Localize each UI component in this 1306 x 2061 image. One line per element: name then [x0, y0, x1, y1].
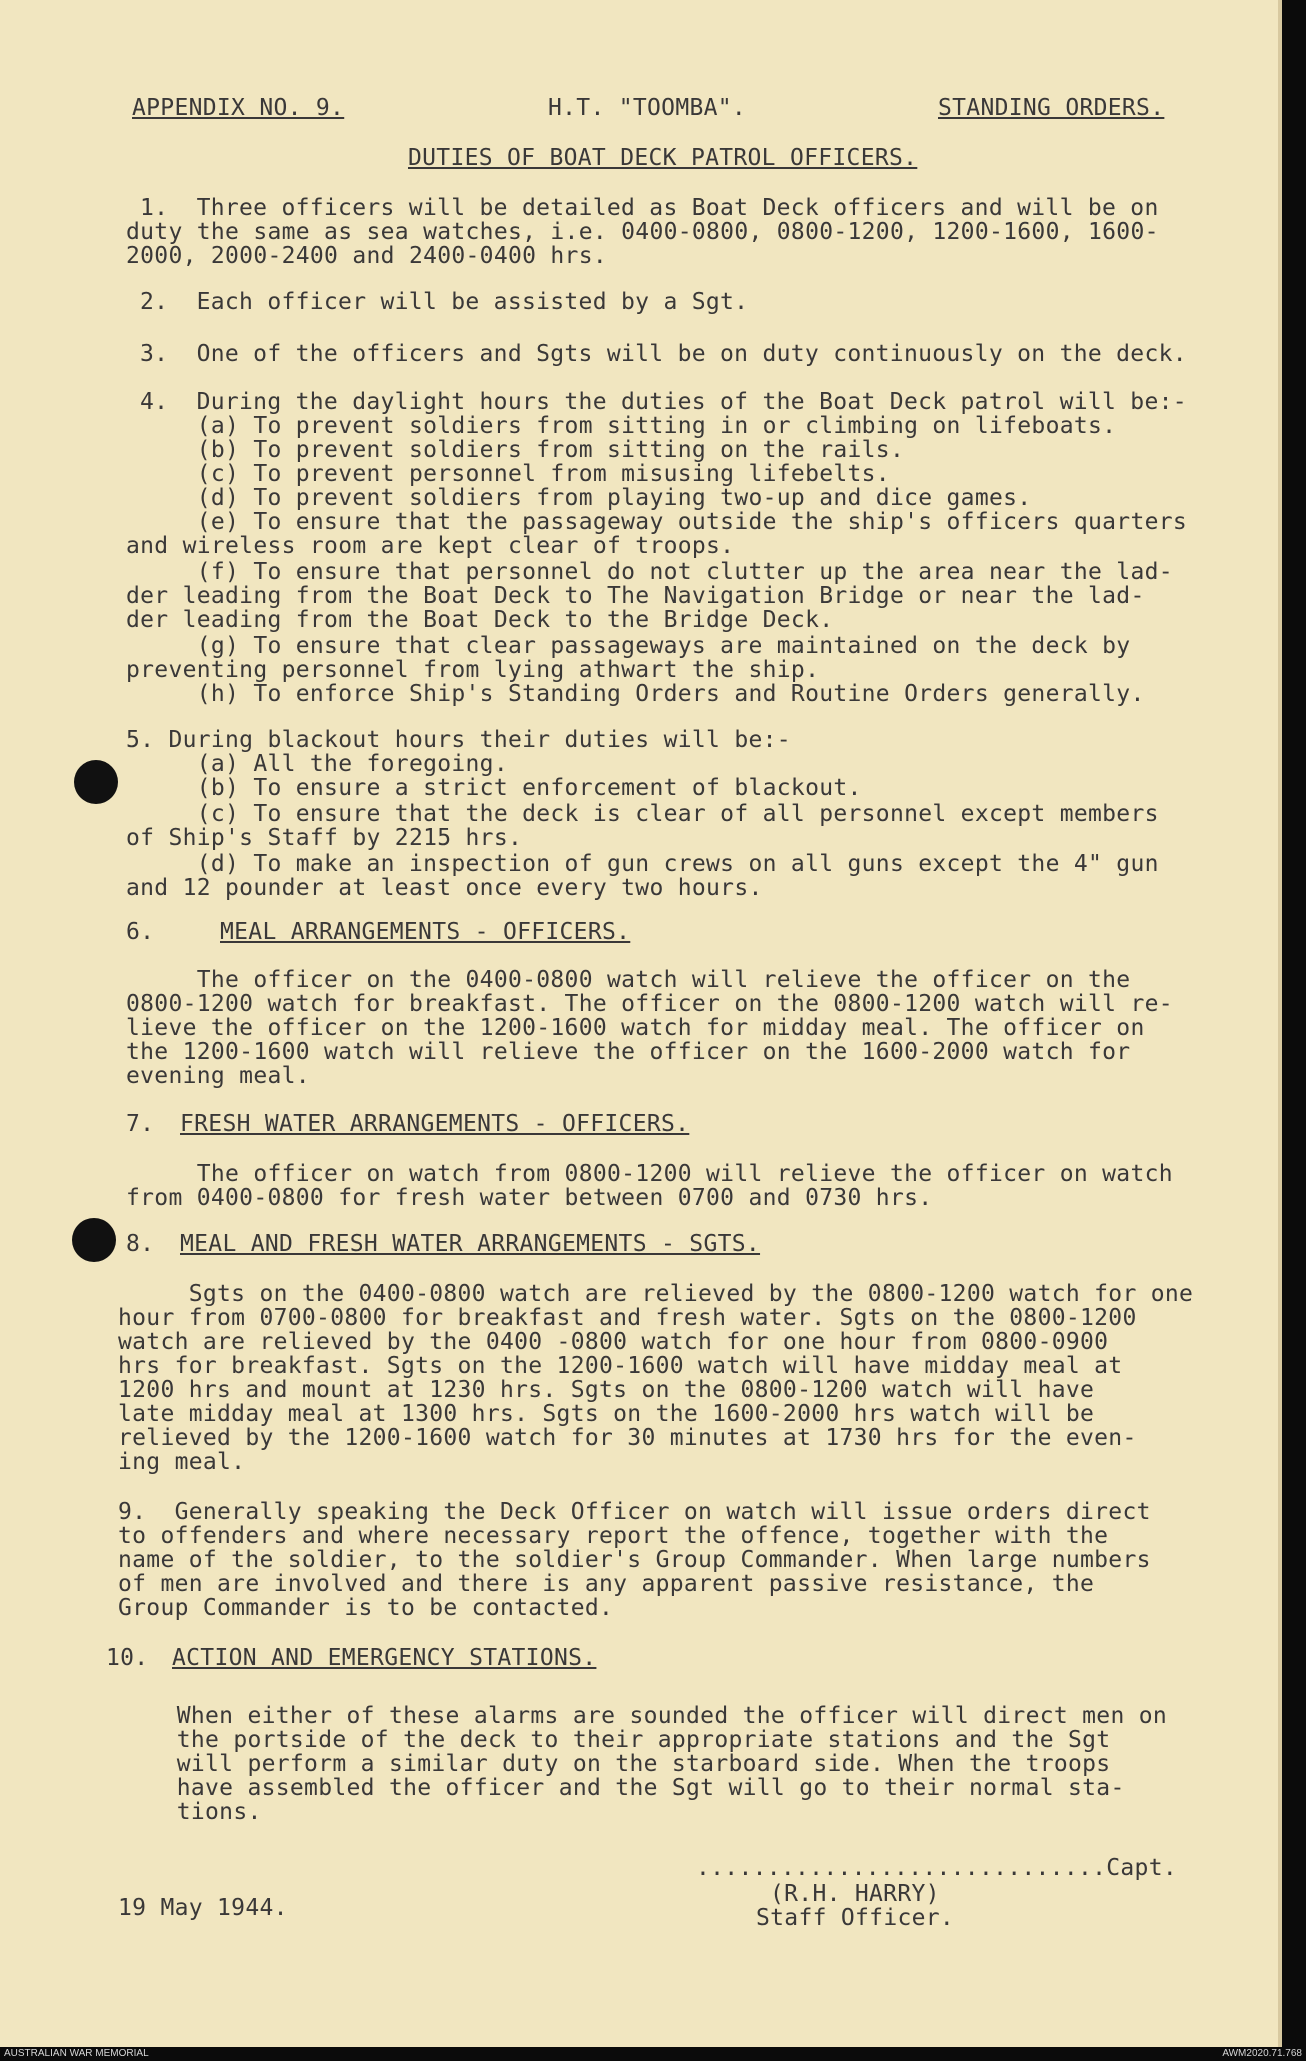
text-line: (a) To prevent soldiers from sitting in or climbing on lifeboats. — [126, 413, 1117, 439]
section-number: 10. — [106, 1645, 149, 1671]
document-title: DUTIES OF BOAT DECK PATROL OFFICERS. — [408, 145, 918, 171]
text-line: (a) All the foregoing. — [126, 751, 508, 777]
text-line: hour from 0700-0800 for breakfast and fresh water. Sgts on the 0800-1200 — [118, 1305, 1137, 1331]
text-line: 1. Three officers will be detailed as Boat Deck officers and will be on — [140, 195, 1159, 221]
text-line: have assembled the officer and the Sgt will go to their normal sta- — [106, 1775, 1125, 1801]
text-line: (c) To prevent personnel from misusing lifebelts. — [126, 461, 890, 487]
ship-name: H.T. "TOOMBA". — [548, 95, 747, 121]
text-line: ing meal. — [118, 1449, 246, 1475]
text-line: to offenders and where necessary report the offence, together with the — [118, 1523, 1109, 1549]
appendix-number: APPENDIX NO. 9. — [132, 95, 345, 121]
text-line: preventing personnel from lying athwart the ship. — [126, 657, 820, 683]
text-line: The officer on watch from 0800-1200 will relieve the officer on watch — [126, 1161, 1173, 1187]
text-line: the portside of the deck to their appropriate stations and the Sgt — [106, 1727, 1111, 1753]
signatory-name: (R.H. HARRY) — [770, 1881, 940, 1907]
section-heading: FRESH WATER ARRANGEMENTS - OFFICERS. — [180, 1111, 690, 1137]
text-line: 5. During blackout hours their duties will be:- — [126, 727, 791, 753]
text-line: name of the soldier, to the soldier's Group Commander. When large numbers — [118, 1547, 1151, 1573]
text-line: and 12 pounder at least once every two hours. — [126, 875, 763, 901]
section-number: 6. — [126, 919, 155, 945]
text-line: of men are involved and there is any apparent passive resistance, the — [118, 1571, 1095, 1597]
text-line: 3. One of the officers and Sgts will be on duty continuously on the deck. — [140, 341, 1187, 367]
text-line: (e) To ensure that the passageway outside the ship's officers quarters — [126, 509, 1188, 535]
text-line: duty the same as sea watches, i.e. 0400-0800, 0800-1200, 1200-1600, 1600- — [126, 219, 1159, 245]
text-line: 9. Generally speaking the Deck Officer on watch will issue orders direct — [118, 1499, 1151, 1525]
text-line: and wireless room are kept clear of troops. — [126, 533, 735, 559]
signatory-role: Staff Officer. — [756, 1905, 955, 1931]
text-line: The officer on the 0400-0800 watch will relieve the officer on the — [126, 967, 1131, 993]
text-line: (d) To make an inspection of gun crews on all guns except the 4" gun — [126, 851, 1159, 877]
text-line: 0800-1200 watch for breakfast. The officer on the 0800-1200 watch will re- — [126, 991, 1173, 1017]
text-line: (b) To prevent soldiers from sitting on the rails. — [126, 437, 905, 463]
text-line: of Ship's Staff by 2215 hrs. — [126, 825, 523, 851]
document-date: 19 May 1944. — [118, 1895, 288, 1921]
institution-label: AUSTRALIAN WAR MEMORIAL — [4, 2048, 149, 2059]
section-heading: MEAL AND FRESH WATER ARRANGEMENTS - SGTS. — [180, 1231, 761, 1257]
text-line: 4. During the daylight hours the duties of the Boat Deck patrol will be:- — [140, 389, 1187, 415]
text-line: der leading from the Boat Deck to The Navigation Bridge or near the lad- — [126, 583, 1145, 609]
text-line: Group Commander is to be contacted. — [118, 1595, 614, 1621]
accession-number: AWM2020.71.768 — [1222, 2048, 1302, 2059]
text-line: evening meal. — [126, 1063, 310, 1089]
section-heading: ACTION AND EMERGENCY STATIONS. — [172, 1645, 597, 1671]
text-line: late midday meal at 1300 hrs. Sgts on the 1600-2000 hrs watch will be — [118, 1401, 1095, 1427]
text-line: When either of these alarms are sounded the officer will direct men on — [106, 1703, 1168, 1729]
section-number: 8. — [126, 1231, 155, 1257]
text-line: der leading from the Boat Deck to the Bridge Deck. — [126, 607, 834, 633]
signature-line: .............................Capt. — [696, 1855, 1178, 1881]
text-line: 1200 hrs and mount at 1230 hrs. Sgts on the 0800-1200 watch will have — [118, 1377, 1095, 1403]
text-line: relieved by the 1200-1600 watch for 30 minutes at 1730 hrs for the even- — [118, 1425, 1137, 1451]
text-line: Sgts on the 0400-0800 watch are relieved by the 0800-1200 watch for one — [118, 1281, 1194, 1307]
text-line: 2. Each officer will be assisted by a Sgt. — [140, 289, 749, 315]
text-line: from 0400-0800 for fresh water between 0700 and 0730 hrs. — [126, 1185, 933, 1211]
punch-hole — [72, 1218, 116, 1262]
text-line: the 1200-1600 watch will relieve the officer on the 1600-2000 watch for — [126, 1039, 1131, 1065]
text-line: (h) To enforce Ship's Standing Orders and Routine Orders generally. — [126, 681, 1145, 707]
text-line: (b) To ensure a strict enforcement of blackout. — [126, 775, 862, 801]
text-line: (f) To ensure that personnel do not clutter up the area near the lad- — [126, 559, 1173, 585]
text-line: hrs for breakfast. Sgts on the 1200-1600 watch will have midday meal at — [118, 1353, 1123, 1379]
text-line: will perform a similar duty on the starboard side. When the troops — [106, 1751, 1111, 1777]
text-line: watch are relieved by the 0400 -0800 watch for one hour from 0800-0900 — [118, 1329, 1109, 1355]
section-number: 7. — [126, 1111, 155, 1137]
text-line: (d) To prevent soldiers from playing two-up and dice games. — [126, 485, 1032, 511]
text-line: (c) To ensure that the deck is clear of all personnel except members — [126, 801, 1159, 827]
text-line: 2000, 2000-2400 and 2400-0400 hrs. — [126, 243, 608, 269]
section-heading: MEAL ARRANGEMENTS - OFFICERS. — [220, 919, 631, 945]
text-line: tions. — [106, 1799, 262, 1825]
archive-footer — [0, 2047, 1306, 2061]
standing-orders-label: STANDING ORDERS. — [938, 95, 1165, 121]
text-line: (g) To ensure that clear passageways are maintained on the deck by — [126, 633, 1131, 659]
text-line: lieve the officer on the 1200-1600 watch for midday meal. The officer on — [126, 1015, 1145, 1041]
punch-hole — [74, 760, 118, 804]
